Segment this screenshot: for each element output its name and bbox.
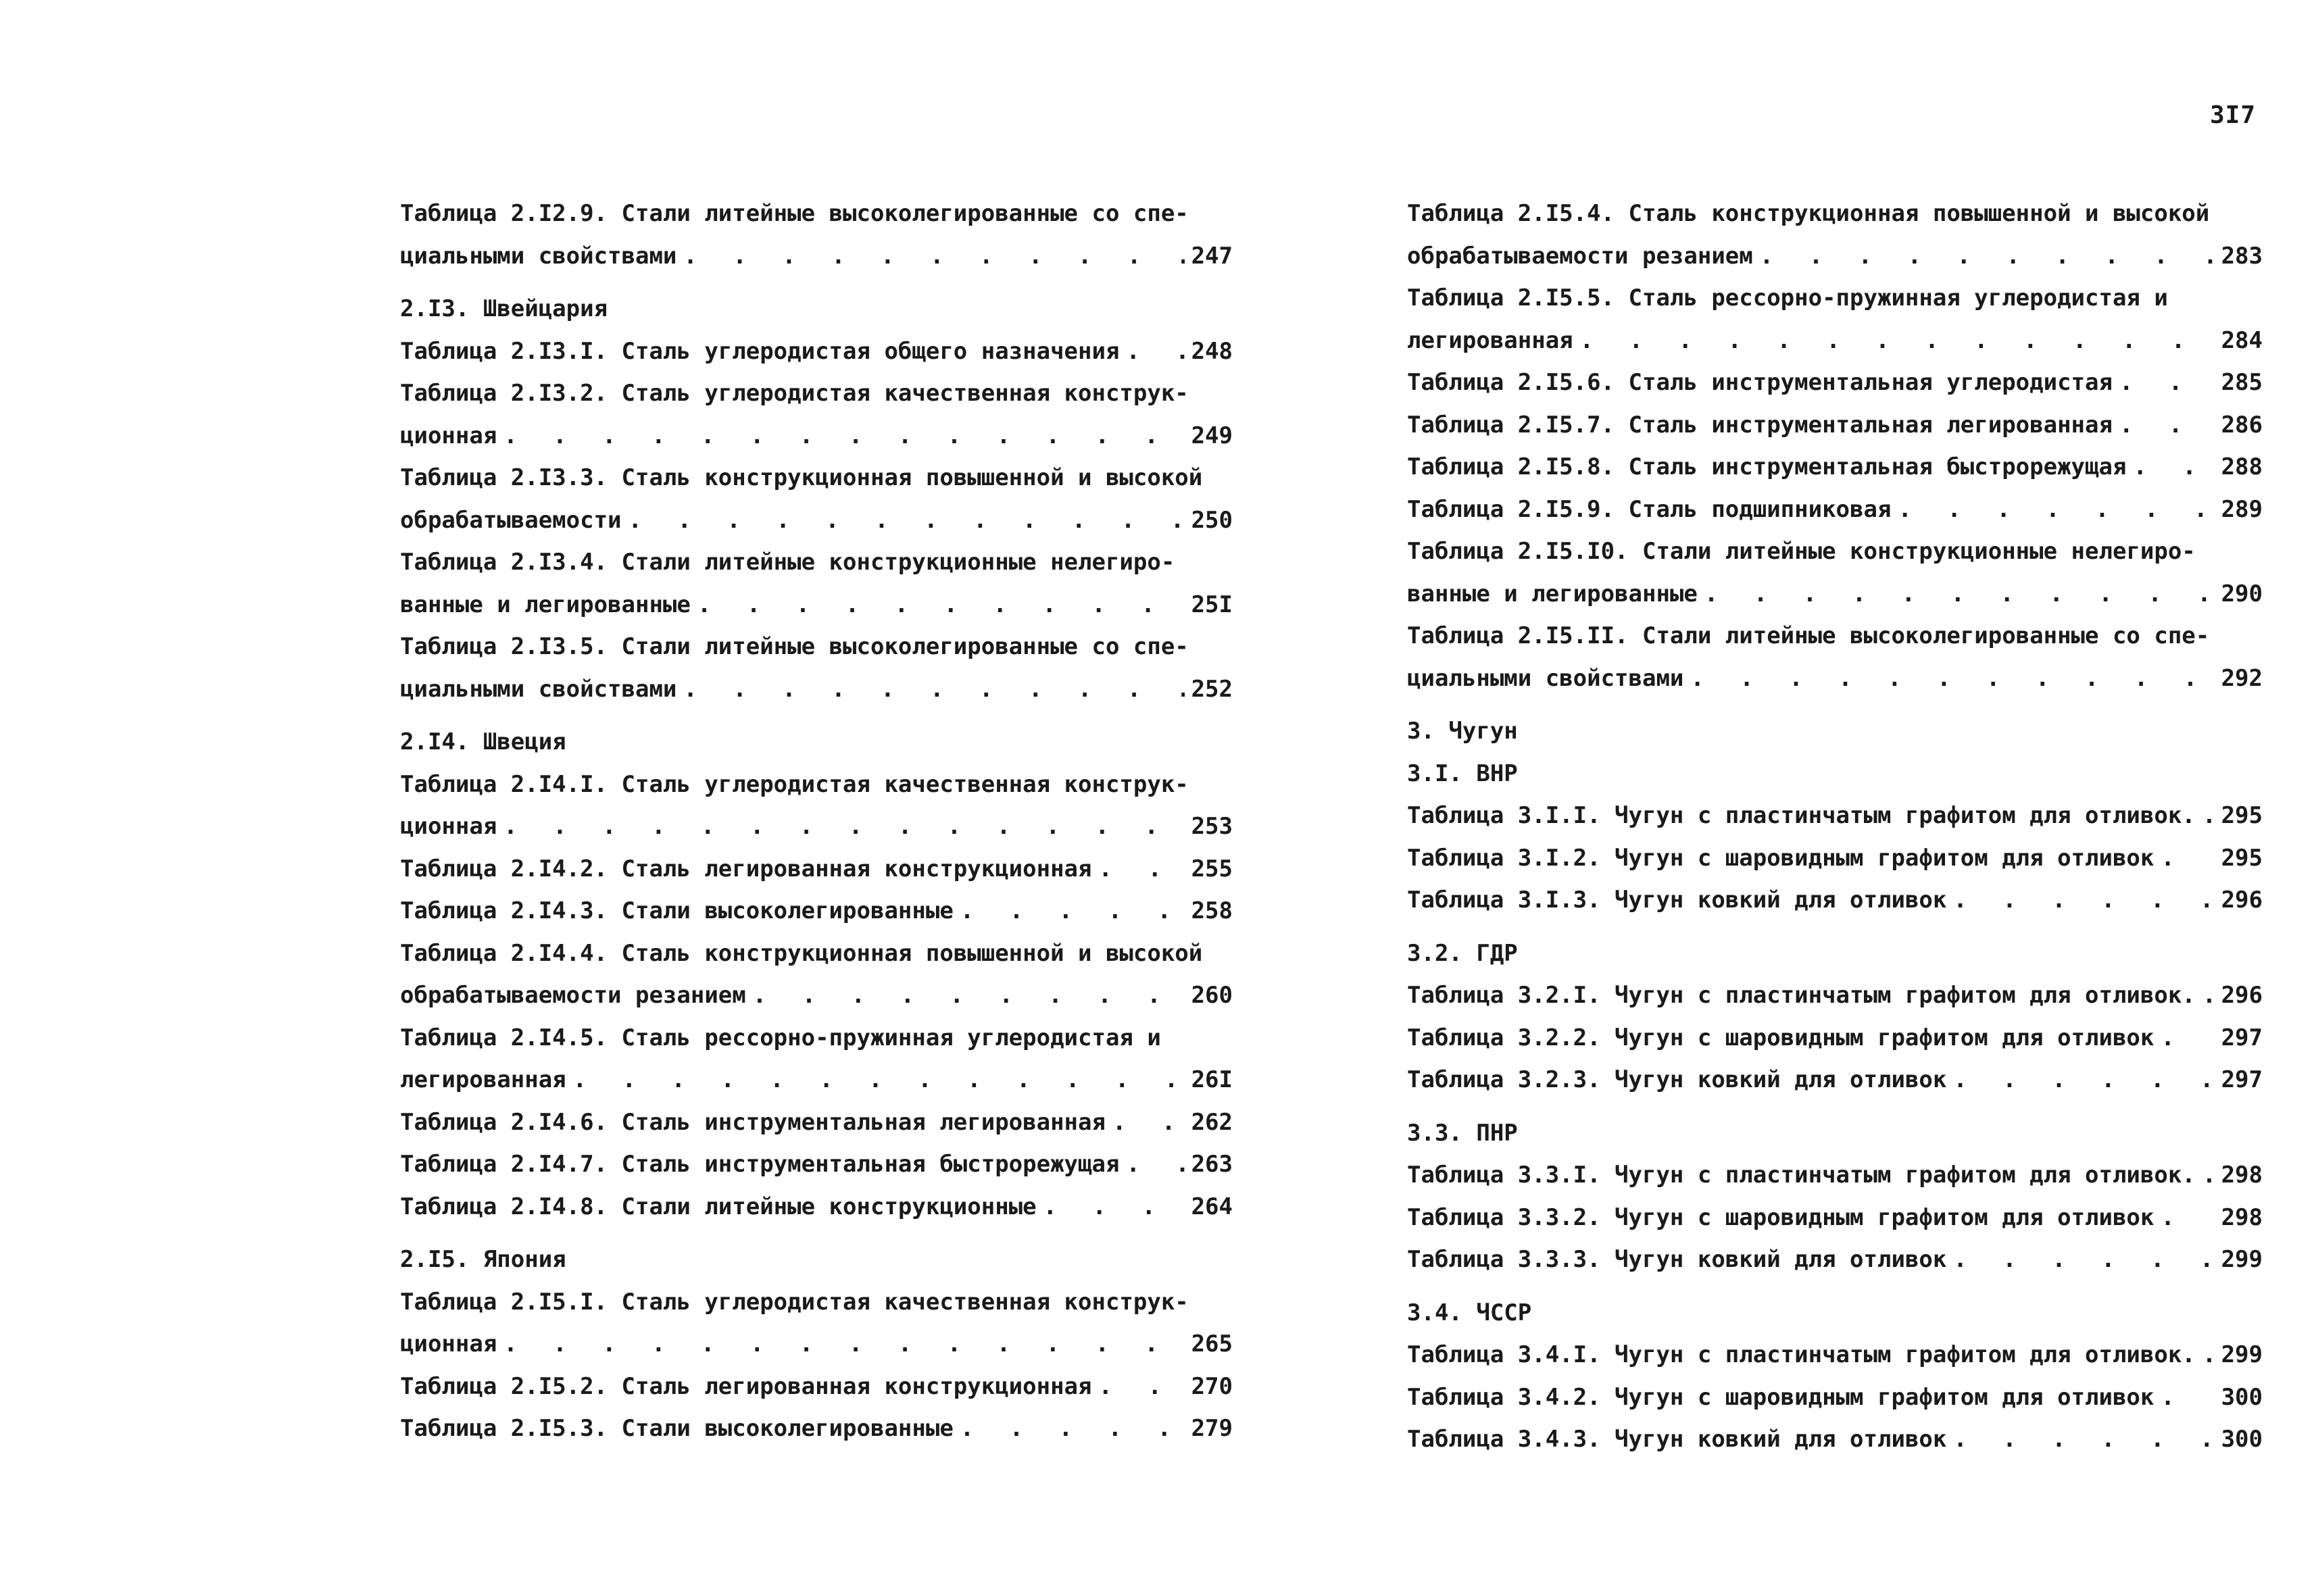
entry-title: Таблица 2.I5.8. Сталь инструментальная быстрорежущая: [1407, 453, 2127, 480]
entry-title: ционная: [400, 813, 497, 840]
toc-entry[interactable]: [1407, 446, 2263, 489]
entry-title: Таблица 2.I4.2. Сталь легированная конструкционная: [400, 855, 1092, 882]
page-ref: 297: [2221, 1024, 2263, 1051]
page-ref: 279: [1191, 1415, 1233, 1442]
toc-entry[interactable]: [1407, 1334, 2263, 1376]
toc-entry[interactable]: [1407, 795, 2263, 837]
toc-entry[interactable]: [1407, 1197, 2263, 1239]
entry-title: циальными свойствами: [400, 675, 677, 703]
page-ref: 285: [2221, 369, 2263, 396]
entry-title: Таблица 3.4.3. Чугун ковкий для отливок: [1407, 1426, 1947, 1453]
entry-title: легированная: [1407, 326, 1573, 354]
entry-title: обрабатываемости резанием: [1407, 242, 1753, 270]
dot-leader: [2161, 1197, 2214, 1239]
toc-entry[interactable]: [1407, 193, 2263, 277]
page-ref: 250: [1191, 506, 1233, 534]
entry-title: обрабатываемости: [400, 506, 622, 534]
dot-leader: [753, 974, 1185, 1017]
toc-column-left: [400, 193, 1233, 1450]
section-heading: 3.2. ГДР: [1407, 939, 1518, 967]
page-ref: 283: [2221, 242, 2263, 270]
toc-entry[interactable]: [1407, 530, 2263, 615]
dot-leader: [697, 584, 1185, 626]
dot-leader: [2202, 974, 2215, 1017]
dot-leader: [1760, 235, 2215, 278]
toc-entry[interactable]: [400, 890, 1233, 932]
entry-title: Таблица 2.I4.3. Стали высоколегированные: [400, 897, 954, 924]
entry-title: Таблица 3.4.I. Чугун с пластинчатым графитом для отливок.: [1407, 1341, 2196, 1368]
page-number: 3I7: [2210, 101, 2257, 129]
page-ref: 248: [1191, 337, 1233, 365]
page-ref: 298: [2221, 1203, 2263, 1231]
page-ref: 247: [1191, 242, 1233, 270]
entry-title: Таблица 3.4.2. Чугун с шаровидным графитом для отливок: [1407, 1383, 2155, 1411]
entry-title: обрабатываемости резанием: [400, 982, 746, 1009]
dot-leader: [503, 805, 1184, 848]
dot-leader: [573, 1059, 1185, 1101]
toc-entry[interactable]: [400, 1281, 1233, 1366]
entry-title: Таблица 2.I5.4. Сталь конструкционная повышенной и высокой: [1407, 200, 2210, 227]
page-ref: 249: [1191, 422, 1233, 449]
dot-leader: [2161, 1017, 2214, 1059]
dot-leader: [629, 499, 1185, 542]
toc-entry[interactable]: [400, 932, 1233, 1017]
page-ref: 289: [2221, 495, 2263, 523]
page-ref: 288: [2221, 453, 2263, 480]
toc-entry[interactable]: [1407, 1239, 2263, 1281]
page-ref: 299: [2221, 1341, 2263, 1368]
page-ref: 292: [2221, 664, 2263, 692]
toc-entry[interactable]: [400, 1366, 1233, 1408]
toc-entry[interactable]: [400, 330, 1233, 373]
dot-leader: [1690, 657, 2214, 700]
dot-leader: [2202, 795, 2215, 837]
page-ref: 286: [2221, 411, 2263, 439]
entry-title: Таблица 2.I3.I. Сталь углеродистая общего назначения: [400, 337, 1120, 365]
dot-leader: [2161, 837, 2214, 880]
dot-leader: [1126, 330, 1184, 373]
section-heading: 3.3. ПНР: [1407, 1119, 1518, 1147]
entry-title: Таблица 2.I4.7. Сталь инструментальная быстрорежущая: [400, 1151, 1120, 1178]
toc-entry[interactable]: [1407, 277, 2263, 361]
toc-entry[interactable]: [400, 626, 1233, 710]
toc-entry[interactable]: [1407, 879, 2263, 922]
toc-entry[interactable]: [400, 1017, 1233, 1101]
dot-leader: [2133, 446, 2214, 489]
page-ref: 298: [2221, 1162, 2263, 1189]
toc-column-right: [1407, 193, 2263, 1461]
toc-entry[interactable]: [1407, 361, 2263, 404]
entry-title: ционная: [400, 422, 497, 449]
entry-title: Таблица 3.2.2. Чугун с шаровидным графитом для отливок: [1407, 1024, 2155, 1051]
page-ref: 255: [1191, 855, 1233, 882]
page-ref: 300: [2221, 1383, 2263, 1411]
entry-title: Таблица 2.I5.2. Сталь легированная конструкционная: [400, 1372, 1092, 1400]
toc-entry[interactable]: [1407, 1017, 2263, 1059]
toc-entry[interactable]: [400, 193, 1233, 277]
dot-leader: [503, 415, 1184, 457]
entry-title: ванные и легированные: [1407, 580, 1698, 607]
entry-title: Таблица 3.3.2. Чугун с шаровидным графитом для отливок: [1407, 1203, 2155, 1231]
page-ref: 262: [1191, 1108, 1233, 1136]
dot-leader: [683, 668, 1184, 711]
entry-title: Таблица 2.I4.I. Сталь углеродистая качественная конструк-: [400, 770, 1189, 798]
entry-title: ванные и легированные: [400, 591, 691, 618]
toc-entry[interactable]: [1407, 1418, 2263, 1461]
section-heading: 3.4. ЧССР: [1407, 1299, 1532, 1326]
page-ref: 297: [2221, 1066, 2263, 1093]
page-ref: 265: [1191, 1330, 1233, 1357]
page-ref: 296: [2221, 982, 2263, 1009]
entry-title: циальными свойствами: [400, 242, 677, 270]
dot-leader: [1953, 1239, 2214, 1281]
entry-title: Таблица 3.I.2. Чугун с шаровидным графитом для отливок: [1407, 844, 2155, 872]
page-ref: 284: [2221, 326, 2263, 354]
entry-title: Таблица 2.I3.2. Сталь углеродистая качественная конструк-: [400, 380, 1189, 407]
toc-entry[interactable]: [400, 1101, 1233, 1144]
toc-entry[interactable]: [1407, 1154, 2263, 1197]
toc-entry[interactable]: [400, 1143, 1233, 1186]
dot-leader: [2202, 1334, 2215, 1376]
page-ref: 252: [1191, 675, 1233, 703]
page-ref: 299: [2221, 1246, 2263, 1273]
toc-entry[interactable]: [1407, 1059, 2263, 1101]
entry-title: Таблица 3.I.3. Чугун ковкий для отливок: [1407, 887, 1947, 914]
entry-title: Таблица 2.I5.5. Сталь рессорно-пружинная углеродистая и: [1407, 284, 2168, 311]
entry-title: Таблица 2.I5.9. Сталь подшипниковая: [1407, 495, 1892, 523]
dot-leader: [1580, 320, 2215, 362]
dot-leader: [2202, 1154, 2215, 1197]
dot-leader: [2161, 1376, 2214, 1419]
entry-title: Таблица 3.3.I. Чугун с пластинчатым графитом для отливок.: [1407, 1162, 2196, 1189]
entry-title: ционная: [400, 1330, 497, 1357]
entry-title: Таблица 2.I5.I. Сталь углеродистая качественная конструк-: [400, 1288, 1189, 1316]
dot-leader: [1099, 848, 1185, 891]
page-ref: 253: [1191, 813, 1233, 840]
page-ref: 300: [2221, 1426, 2263, 1453]
page-ref: 290: [2221, 580, 2263, 607]
entry-title: Таблица 2.I5.II. Стали литейные высоколегированные со спе-: [1407, 622, 2210, 649]
entry-title: Таблица 2.I4.4. Сталь конструкционная повышенной и высокой: [400, 939, 1203, 967]
section-heading: 3. Чугун: [1407, 718, 1518, 745]
entry-title: Таблица 2.I3.4. Стали литейные конструкционные нелегиро-: [400, 549, 1175, 576]
entry-title: Таблица 3.2.3. Чугун ковкий для отливок: [1407, 1066, 1947, 1093]
entry-title: Таблица 3.I.I. Чугун с пластинчатым графитом для отливок.: [1407, 802, 2196, 829]
page-ref: 264: [1191, 1193, 1233, 1220]
page-ref: 295: [2221, 844, 2263, 872]
entry-title: легированная: [400, 1066, 566, 1093]
dot-leader: [2119, 361, 2215, 404]
toc-entry[interactable]: [400, 1186, 1233, 1228]
toc-entry[interactable]: [400, 1407, 1233, 1450]
entry-title: Таблица 2.I5.3. Стали высоколегированные: [400, 1415, 954, 1442]
section-heading: 2.I5. Япония: [400, 1246, 566, 1273]
entry-title: Таблица 2.I4.8. Стали литейные конструкционные: [400, 1193, 1037, 1220]
dot-leader: [1704, 573, 2215, 616]
entry-title: Таблица 2.I5.6. Сталь инструментальная углеродистая: [1407, 369, 2113, 396]
toc-entry[interactable]: [400, 541, 1233, 626]
page-ref: 295: [2221, 802, 2263, 829]
page-ref: 260: [1191, 982, 1233, 1009]
dot-leader: [1099, 1366, 1185, 1408]
toc-entry[interactable]: [1407, 837, 2263, 880]
entry-title: Таблица 2.I3.5. Стали литейные высоколегированные со спе-: [400, 633, 1189, 660]
entry-title: циальными свойствами: [1407, 664, 1684, 692]
toc-entry[interactable]: [1407, 615, 2263, 699]
entry-title: Таблица 3.2.I. Чугун с пластинчатым графитом для отливок.: [1407, 982, 2196, 1009]
dot-leader: [1953, 879, 2214, 922]
page-ref: 258: [1191, 897, 1233, 924]
dot-leader: [1953, 1418, 2214, 1461]
page-ref: 296: [2221, 887, 2263, 914]
dot-leader: [1126, 1143, 1184, 1186]
dot-leader: [1112, 1101, 1185, 1144]
page-ref: 26I: [1191, 1066, 1233, 1093]
dot-leader: [1953, 1059, 2214, 1101]
page-ref: 270: [1191, 1372, 1233, 1400]
page-ref: 263: [1191, 1151, 1233, 1178]
toc-entry[interactable]: [1407, 1376, 2263, 1419]
toc-entry[interactable]: [1407, 974, 2263, 1017]
section-heading: 3.I. ВНР: [1407, 759, 1518, 787]
toc-entry[interactable]: [400, 848, 1233, 891]
entry-title: Таблица 2.I4.5. Сталь рессорно-пружинная углеродистая и: [400, 1024, 1161, 1051]
dot-leader: [683, 235, 1184, 278]
toc-entry[interactable]: [1407, 489, 2263, 531]
dot-leader: [2119, 404, 2215, 447]
toc-entry[interactable]: [400, 372, 1233, 457]
entry-title: Таблица 2.I4.6. Сталь инструментальная легированная: [400, 1108, 1106, 1136]
entry-title: Таблица 2.I5.I0. Стали литейные конструкционные нелегиро-: [1407, 538, 2196, 565]
entry-title: Таблица 3.3.3. Чугун ковкий для отливок: [1407, 1246, 1947, 1273]
dot-leader: [1043, 1186, 1185, 1228]
dot-leader: [960, 890, 1185, 932]
entry-title: Таблица 2.I5.7. Сталь инструментальная легированная: [1407, 411, 2113, 439]
toc-entry[interactable]: [1407, 404, 2263, 447]
entry-title: Таблица 2.I2.9. Стали литейные высоколегированные со спе-: [400, 200, 1189, 227]
toc-entry[interactable]: [400, 764, 1233, 848]
toc-entry[interactable]: [400, 457, 1233, 541]
page-ref: 25I: [1191, 591, 1233, 618]
dot-leader: [1898, 489, 2214, 531]
section-heading: 2.I3. Швейцария: [400, 295, 608, 322]
section-heading: 2.I4. Швеция: [400, 728, 566, 755]
dot-leader: [503, 1323, 1184, 1366]
entry-title: Таблица 2.I3.3. Сталь конструкционная повышенной и высокой: [400, 464, 1203, 491]
dot-leader: [960, 1407, 1185, 1450]
